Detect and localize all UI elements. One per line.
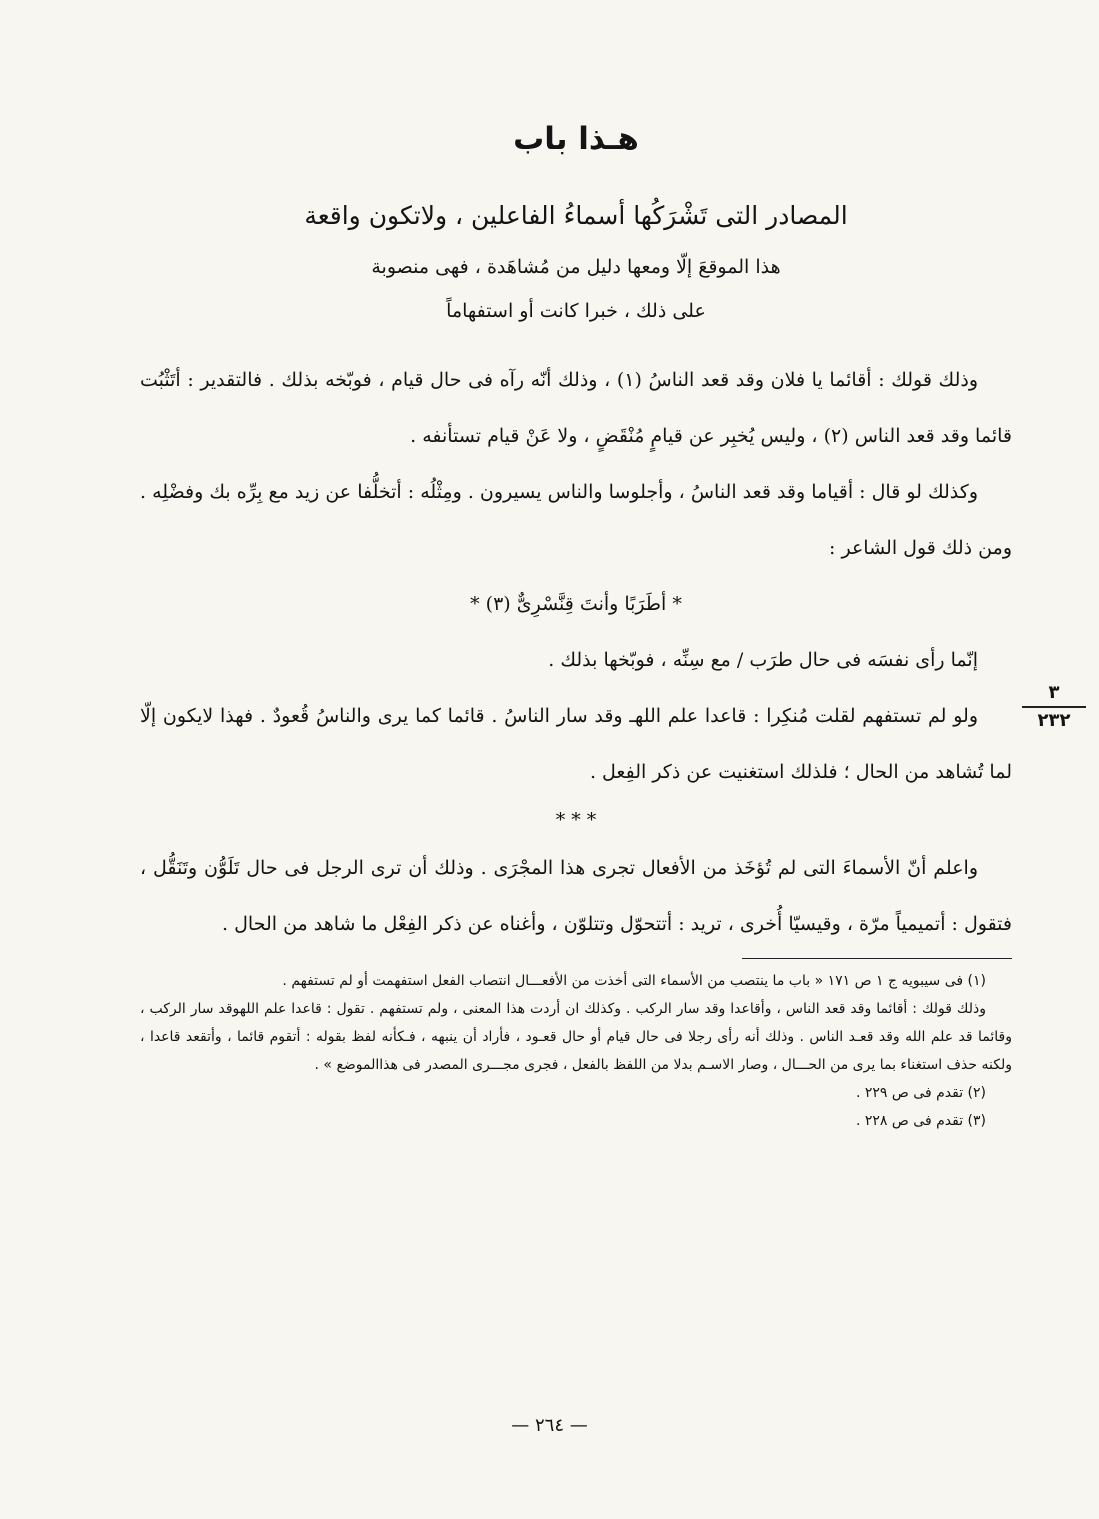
paragraph-2: وكذلك لو قال : أقياما وقد قعد الناسُ ، وأجلوسا والناس يسيرون . ومِثْلُه : أتخلُّفا عن زيد مع بِرِّه بك وفضْلِه . ومن ذلك قول الشاعر : (140, 481, 1012, 559)
footnote-1-continued: وذلك قولك : أقائما وقد قعد الناس ، وأقاعدا وقد سار الركب . وكذلك ان أردت هذا المعنى ، ولم تستفهم . تقول : قاعدا علم اللهوقد سار الركب ، وقائما قد علم الله وقد قعـد الناس . وذلك أنه رأى رجلا فى حال قيام أو حال قعـود ، فأراد أن ينبهه ، فـكأنه لفظ بقوله : أتقوم قائما ، وأتقعد قاعدا ، ولكنه حذف استغناء بما يرى من الحـــال ، وصار الاسـم بدلا من اللفظ بالفعل ، فجرى مجـــرى المصدر فى هذاالموضع » . (140, 1001, 1012, 1073)
paragraph-5: واعلم أنّ الأسماءَ التى لم تُؤخَذ من الأفعال تجرى هذا المجْرَى . وذلك أن ترى الرجل فى حال تَلَوُّن وتَنَقُّل ، فتقول : أتميمياً مرّة ، وقيسيّا أُخرى ، تريد : أتتحوّل وتتلوّن ، وأغناه عن ذكر الفِعْل ما شاهد من الحال . (140, 857, 1012, 935)
verse-line: * أطَرَبًا وأنتَ قِنَّسْرِىٌّ (٣) * (470, 593, 682, 615)
subtitle-line-1: المصادر التى تَشْرَكُها أسماءُ الفاعلين ، ولاتكون واقعة (304, 201, 848, 230)
chapter-heading: هـذا باب (513, 121, 639, 157)
subtitle-line-3: على ذلك ، خبرا كانت أو استفهاماً (446, 300, 706, 322)
margin-ref-bottom: ٢٣٢ (1037, 710, 1071, 731)
footnote-1: (١) فى سيبويه ج ١ ص ١٧١ « باب ما ينتصب من الأسماء التى أخذت من الأفعـــال انتصاب الفعل استفهمت أو لم تستفهم . (282, 973, 986, 989)
paragraph-1: وذلك قولك : أقائما يا فلان وقد قعد الناسُ (١) ، وذلك أنّه رآه فى حال قيام ، فوبّخه بذلك . فالتقدير : أتَثْبُت قائما وقد قعد الناس (٢) ، وليس يُخبِر عن قيامٍ مُنْقَضٍ ، ولا عَنْ قيام تستأنفه . (140, 369, 1012, 447)
footnote-2: (٢) تقدم فى ص ٢٢٩ . (855, 1085, 986, 1101)
margin-ref-divider (1022, 706, 1086, 708)
main-text (140, 352, 1012, 952)
footnote-3: (٣) تقدم فى ص ٢٢٨ . (855, 1113, 986, 1129)
page-number: — ٢٦٤ — (511, 1415, 588, 1436)
paragraph-3: إنّما رأى نفسَه فى حال طرَب / مع سِنِّه ، فوبّخها بذلك . (548, 649, 978, 671)
footnotes (140, 967, 1012, 1135)
footnote-rule (742, 958, 1012, 959)
section-separator: * * * (555, 809, 597, 831)
subtitle-line-2: هذا الموقعَ إلّا ومعها دليل من مُشاهَدة ، فهى منصوبة (371, 256, 781, 278)
paragraph-4: ولو لم تستفهم لقلت مُنكِرا : قاعدا علم اللهـ وقد سار الناسُ . قائما كما يرى والناسُ قُعودٌ . فهذا لايكون إلّا لما تُشاهد من الحال ؛ فلذلك استغنيت عن ذكر الفِعل . (140, 705, 1012, 783)
margin-ref-top: ٣ (1048, 682, 1060, 703)
page-body (140, 110, 1012, 1135)
margin-reference (1018, 682, 1090, 732)
